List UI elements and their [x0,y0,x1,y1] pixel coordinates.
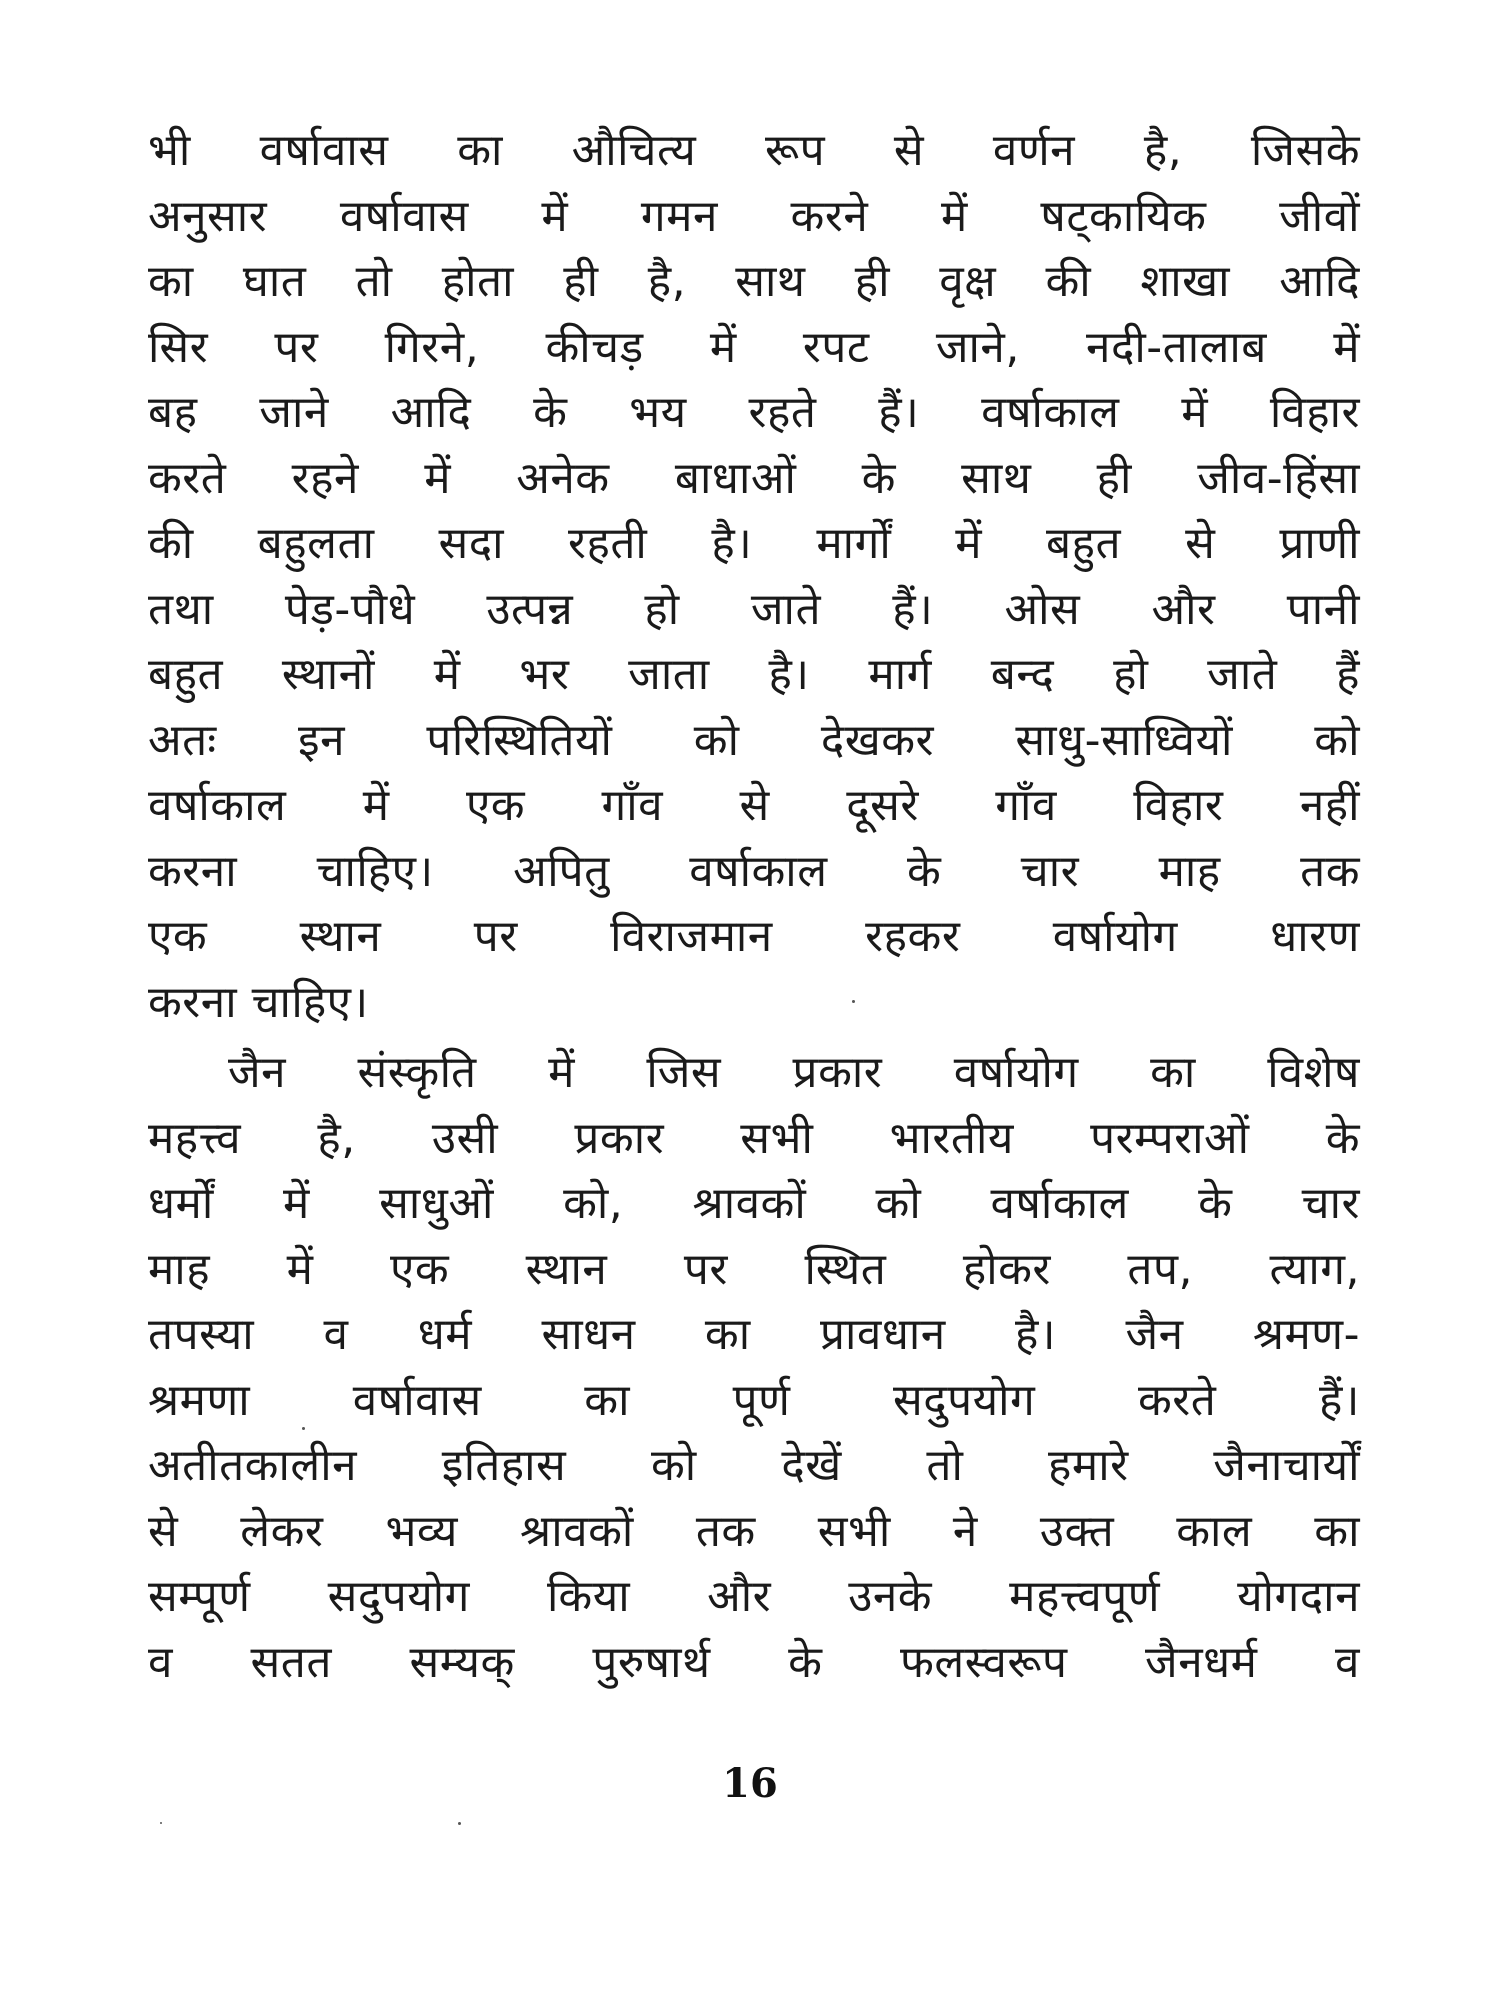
paragraph-2 [148,1040,1360,1695]
text-line: का घात तो होता ही है, साथ ही वृक्ष की शाखा आदि [148,256,1360,307]
text-line: बह जाने आदि के भय रहते हैं। वर्षाकाल में विहार [148,387,1360,438]
paragraph-1 [148,118,1360,1035]
scan-speck [458,1822,461,1825]
text-line: तपस्या व धर्म साधन का प्रावधान है। जैन श्रमण- [148,1309,1360,1360]
text-line: जैन संस्कृति में जिस प्रकार वर्षायोग का विशेष [228,1047,1360,1098]
scan-speck [852,1000,855,1003]
text-line: करना चाहिए। [148,976,369,1028]
text-line: व सतत सम्यक् पुरुषार्थ के फलस्वरूप जैनधर्म व [148,1636,1360,1688]
text-line: महत्त्व है, उसी प्रकार सभी भारतीय परम्पराओं के [148,1112,1360,1164]
text-line: अनुसार वर्षावास में गमन करने में षट्कायिक जीवों [148,190,1360,242]
text-line: से लेकर भव्य श्रावकों तक सभी ने उक्त काल का [148,1505,1360,1557]
text-line: करते रहने में अनेक बाधाओं के साथ ही जीव-हिंसा [148,452,1360,504]
text-line: वर्षाकाल में एक गाँव से दूसरे गाँव विहार नहीं [148,780,1360,831]
text-line: भी वर्षावास का औचित्य रूप से वर्णन है, जिसके [148,125,1360,176]
page-number: 16 [722,1760,778,1807]
text-line: सम्पूर्ण सदुपयोग किया और उनके महत्त्वपूर्ण योगदान [148,1571,1360,1622]
text-line: बहुत स्थानों में भर जाता है। मार्ग बन्द हो जाते हैं [148,649,1360,700]
text-line: अतः इन परिस्थितियों को देखकर साधु-साध्वियों को [148,714,1360,766]
text-line: करना चाहिए। अपितु वर्षाकाल के चार माह तक [148,845,1360,897]
text-line: की बहुलता सदा रहती है। मार्गों में बहुत से प्राणी [148,518,1360,569]
text-line: धर्मों में साधुओं को, श्रावकों को वर्षाकाल के चार [148,1178,1360,1229]
text-line: तथा पेड़-पौधे उत्पन्न हो जाते हैं। ओस और पानी [148,583,1360,635]
scan-speck [302,1427,305,1430]
scan-speck [160,1822,162,1824]
text-line: अतीतकालीन इतिहास को देखें तो हमारे जैनाचार्यों [148,1440,1360,1491]
text-line: एक स्थान पर विराजमान रहकर वर्षायोग धारण [148,911,1360,962]
text-line: श्रमणा वर्षावास का पूर्ण सदुपयोग करते हैं। [148,1374,1360,1426]
text-line: माह में एक स्थान पर स्थित होकर तप, त्याग, [148,1243,1360,1295]
text-line: सिर पर गिरने, कीचड़ में रपट जाने, नदी-तालाब में [148,321,1360,373]
